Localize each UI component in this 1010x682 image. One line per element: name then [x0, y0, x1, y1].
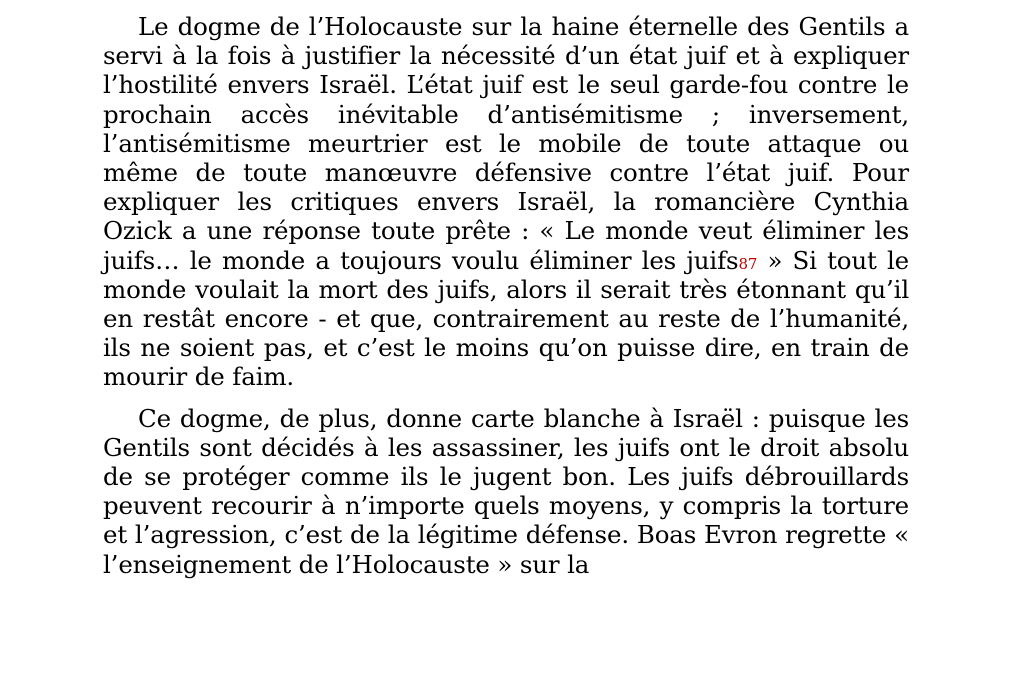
paragraph-1: [103, 12, 909, 392]
paragraph-2-text: Ce dogme, de plus, donne carte blanche à Israël : puisque les Gentils sont décidés à les assassiner, les juifs ont le droit absolu de se protéger comme ils le jugent bon. Les juifs débrouillards peuvent recourir à n’importe quels moyens, y compris la torture et l’agression, c’est de la légitime défense. Boas Evron regrette « l’enseignement de l’Holocauste » sur la: [103, 403, 909, 579]
paragraph-1-text: Le dogme de l’Holocauste sur la haine éternelle des Gentils a servi à la fois à justifier la nécessité d’un état juif et à expliquer l’hostilité envers Israël. L’état juif est le seul garde-fou contre le prochain accès inévitable d’antisémitisme ; inversement, l’antisémitisme meurtrier est le mobile de toute attaque ou même de toute manœuvre défensive contre l’état juif. Pour expliquer les critiques envers Israël, la romancière Cynthia Ozick a une réponse toute prête : « Le monde veut éliminer les juifs… le monde a toujours voulu éliminer les juifs: [103, 12, 909, 275]
footnote-reference-87[interactable]: 87: [738, 254, 758, 273]
document-page: [103, 12, 909, 591]
paragraph-1-text-continued: » Si tout le monde voulait la mort des juifs, alors il serait très étonnant qu’il en restât encore - et que, contrairement au reste de l’humanité, ils ne soient pas, et c’est le moins qu’on puisse dire, en train de mourir de faim.: [103, 245, 909, 392]
paragraph-2: [103, 404, 909, 579]
